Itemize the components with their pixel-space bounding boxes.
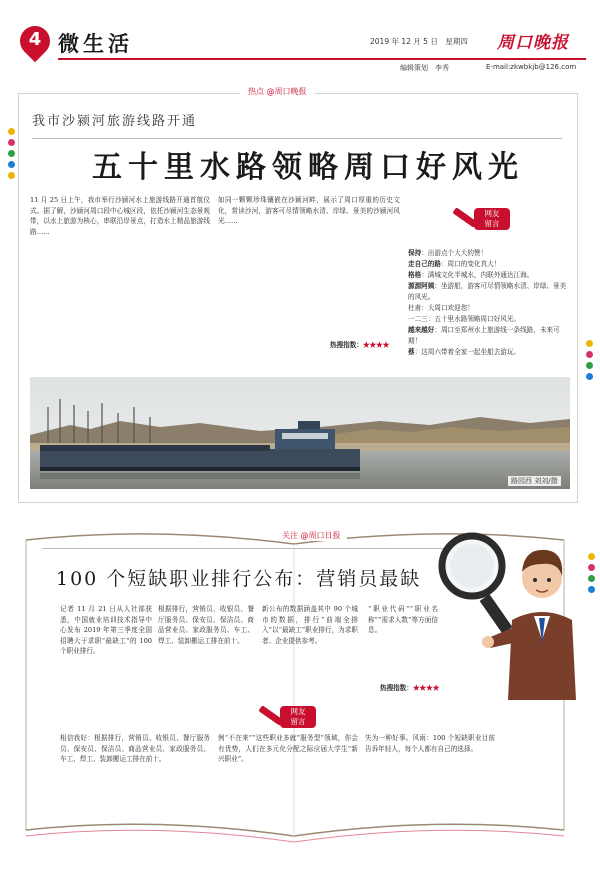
businessman-magnifier-illustration [430, 520, 580, 700]
title-divider [32, 138, 562, 139]
article-tag: 关注 @周口日报 [276, 530, 347, 541]
editor-email: E-mail:zkwbkjb@126.com [486, 63, 577, 71]
article-subtitle: 我市沙颍河旅游线路开通 [32, 114, 198, 129]
editor-credit: 编辑策划 李秀 [400, 64, 449, 72]
comment-item: 蔡：这周六带着全家一起坐船去游玩。 [408, 348, 521, 356]
comment-badge-label: 网友 留言 [280, 706, 316, 728]
comment-badge-label: 网友 留言 [474, 208, 510, 230]
title-divider [42, 548, 472, 549]
rating-label: 热搜指数： [330, 341, 363, 349]
article-title: 100 个短缺职业排行公布：营销员最缺 [56, 568, 422, 590]
page-number: 4 [28, 29, 42, 50]
magnifier-icon [442, 536, 512, 634]
river-boat-photo-illustration [30, 377, 570, 489]
article-body-column: 11 月 25 日上午，我市举行沙颍河水上旅游线路开通首航仪式。据了解，沙颍河周口段中心城区段，依托沙颍河生态景观带，以水上旅游为核心，串联沿岸景点，打造水上精品旅游线路…… [30, 196, 210, 236]
rating-stars: ★★★★ [362, 341, 390, 349]
reader-comments: 例“不在来”“这些职业多就”服务型”领域，你会有优势，人们在多元化分配之际应届大学生“新兴职业”。 [218, 734, 358, 764]
header-divider [58, 58, 586, 60]
article-body-column: 根据排行，营销员、收银员、餐厅服务员、保安员、保洁员、商品营业员、家政服务员、车工、焊工、装卸搬运工排在前十。 [158, 605, 254, 645]
comment-item: 格格：满城文化半城水，内联外通达江海。 [408, 271, 534, 279]
decorative-dots [586, 340, 596, 384]
page-header [0, 0, 600, 72]
reader-comments: 失为一种好事。风雨：100 个短缺职业目前告诉年轻人，每个人都有自己的选择。 [365, 734, 495, 753]
comment-item: 一二三：五十里水路领略周口好风光。 [408, 315, 521, 323]
article-body-column: 记者 11 月 21 日从人社部获悉，中国就业培训技术指导中心发布 2019 年第三季度全国招聘大于求职“最缺工”的 100 个职业排行。 [60, 605, 152, 656]
comment-item: 越来越好：周口至郑州水上旅游线一条线路，未来可期！ [408, 326, 560, 345]
comment-item: 杜甫：大周口欢迎您！ [408, 304, 474, 312]
article-body-column: “职业代码”“职业名称”“需求人数”等方面信息。 [368, 605, 438, 635]
article-body-column [218, 195, 400, 350]
article-tag: 热点 @周口晚报 [240, 86, 315, 97]
comment-badge [448, 196, 510, 246]
decorative-dots [588, 553, 598, 597]
comment-item: 源源阿姨：坐游船，游客可尽情领略水清、岸绿、景美的风光。 [408, 282, 567, 301]
hot-rating [380, 683, 439, 694]
reader-comments: 相信我好：根据排行，营销员、收银员、餐厅服务员、保安员、保洁员、商品营业员、家政服务员、车工、焊工、装卸搬运工排在前十。 [60, 734, 210, 764]
section-title: 微生活 [58, 31, 133, 56]
river-boat-photo [30, 377, 570, 489]
hot-rating [330, 340, 410, 351]
article-body-column: 新公布的数据涵盖其中 90 个城市的数据，排行“前端全排入”以“最缺工”职业排行，为求职者、企业提供参考。 [262, 605, 358, 645]
issue-date: 2019 年 12 月 5 日 星期四 [370, 37, 468, 46]
comment-item: 走自己的路：周口的变化真大！ [408, 260, 501, 268]
rating-stars: ★★★★ [412, 684, 440, 692]
newspaper-logo: 周口晚报 [497, 33, 569, 53]
rating-label: 热搜指数： [380, 684, 413, 692]
article-body-text: 如同一颗颗珍珠镶嵌在沙颍河畔，展示了周口厚重的历史文化，赏读沙河，游客可尽情领略水清、岸绿、景美的沙颍河风光…… [218, 196, 400, 226]
article-title: 五十里水路领略周口好风光 [92, 150, 524, 185]
photo-caption: 路园西 刘刘/摄 [508, 476, 561, 486]
decorative-dots [8, 128, 18, 183]
comment-item: 保持：出游点个大大的赞！ [408, 249, 488, 257]
reader-comments [408, 248, 568, 358]
